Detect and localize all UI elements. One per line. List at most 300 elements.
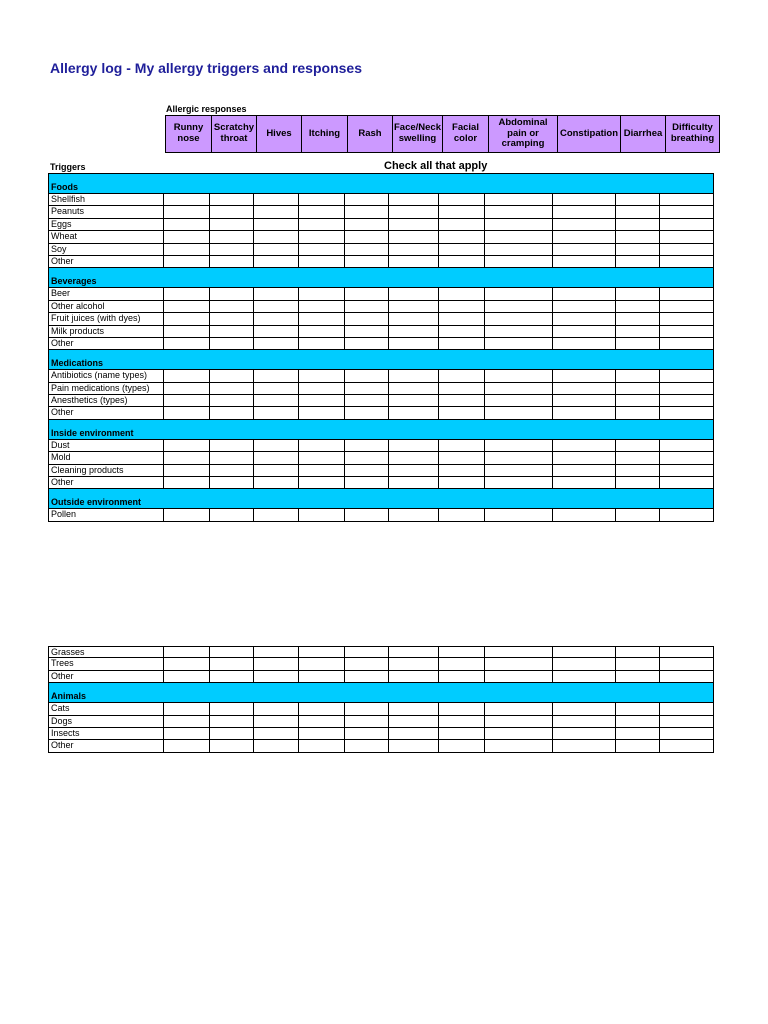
checkbox-cell[interactable] xyxy=(439,716,485,728)
checkbox-cell[interactable] xyxy=(389,301,439,313)
checkbox-cell[interactable] xyxy=(389,338,439,350)
checkbox-cell[interactable] xyxy=(164,716,210,728)
checkbox-cell[interactable] xyxy=(210,244,255,256)
checkbox-cell[interactable] xyxy=(616,326,661,338)
checkbox-cell[interactable] xyxy=(299,206,345,218)
checkbox-cell[interactable] xyxy=(210,716,255,728)
checkbox-cell[interactable] xyxy=(389,646,439,658)
checkbox-cell[interactable] xyxy=(345,256,390,268)
checkbox-cell[interactable] xyxy=(389,465,439,477)
checkbox-cell[interactable] xyxy=(553,407,616,419)
checkbox-cell[interactable] xyxy=(164,219,210,231)
checkbox-cell[interactable] xyxy=(299,338,345,350)
checkbox-cell[interactable] xyxy=(616,703,661,715)
checkbox-cell[interactable] xyxy=(210,370,255,382)
checkbox-cell[interactable] xyxy=(345,658,390,670)
checkbox-cell[interactable] xyxy=(254,440,299,452)
checkbox-cell[interactable] xyxy=(660,313,714,325)
checkbox-cell[interactable] xyxy=(553,646,616,658)
checkbox-cell[interactable] xyxy=(210,703,255,715)
checkbox-cell[interactable] xyxy=(345,646,390,658)
checkbox-cell[interactable] xyxy=(485,658,553,670)
checkbox-cell[interactable] xyxy=(616,477,661,489)
checkbox-cell[interactable] xyxy=(389,206,439,218)
checkbox-cell[interactable] xyxy=(553,301,616,313)
checkbox-cell[interactable] xyxy=(254,658,299,670)
checkbox-cell[interactable] xyxy=(485,703,553,715)
checkbox-cell[interactable] xyxy=(553,219,616,231)
checkbox-cell[interactable] xyxy=(439,465,485,477)
checkbox-cell[interactable] xyxy=(389,509,439,521)
checkbox-cell[interactable] xyxy=(389,383,439,395)
checkbox-cell[interactable] xyxy=(210,440,255,452)
checkbox-cell[interactable] xyxy=(660,219,714,231)
checkbox-cell[interactable] xyxy=(210,383,255,395)
checkbox-cell[interactable] xyxy=(616,716,661,728)
checkbox-cell[interactable] xyxy=(439,244,485,256)
checkbox-cell[interactable] xyxy=(553,206,616,218)
checkbox-cell[interactable] xyxy=(345,716,390,728)
checkbox-cell[interactable] xyxy=(439,395,485,407)
checkbox-cell[interactable] xyxy=(553,256,616,268)
checkbox-cell[interactable] xyxy=(660,716,714,728)
checkbox-cell[interactable] xyxy=(660,370,714,382)
checkbox-cell[interactable] xyxy=(299,671,345,683)
checkbox-cell[interactable] xyxy=(299,301,345,313)
checkbox-cell[interactable] xyxy=(553,231,616,243)
checkbox-cell[interactable] xyxy=(439,703,485,715)
checkbox-cell[interactable] xyxy=(616,313,661,325)
checkbox-cell[interactable] xyxy=(485,256,553,268)
checkbox-cell[interactable] xyxy=(485,728,553,740)
checkbox-cell[interactable] xyxy=(210,658,255,670)
checkbox-cell[interactable] xyxy=(164,395,210,407)
checkbox-cell[interactable] xyxy=(164,740,210,752)
checkbox-cell[interactable] xyxy=(485,465,553,477)
checkbox-cell[interactable] xyxy=(616,194,661,206)
checkbox-cell[interactable] xyxy=(660,338,714,350)
checkbox-cell[interactable] xyxy=(660,194,714,206)
checkbox-cell[interactable] xyxy=(164,301,210,313)
checkbox-cell[interactable] xyxy=(299,395,345,407)
checkbox-cell[interactable] xyxy=(210,313,255,325)
checkbox-cell[interactable] xyxy=(553,383,616,395)
checkbox-cell[interactable] xyxy=(345,301,390,313)
checkbox-cell[interactable] xyxy=(345,728,390,740)
checkbox-cell[interactable] xyxy=(299,740,345,752)
checkbox-cell[interactable] xyxy=(254,288,299,300)
checkbox-cell[interactable] xyxy=(660,407,714,419)
checkbox-cell[interactable] xyxy=(389,244,439,256)
checkbox-cell[interactable] xyxy=(210,231,255,243)
checkbox-cell[interactable] xyxy=(439,440,485,452)
checkbox-cell[interactable] xyxy=(345,703,390,715)
checkbox-cell[interactable] xyxy=(616,219,661,231)
checkbox-cell[interactable] xyxy=(439,301,485,313)
checkbox-cell[interactable] xyxy=(210,452,255,464)
checkbox-cell[interactable] xyxy=(164,646,210,658)
checkbox-cell[interactable] xyxy=(553,658,616,670)
checkbox-cell[interactable] xyxy=(485,301,553,313)
checkbox-cell[interactable] xyxy=(164,206,210,218)
checkbox-cell[interactable] xyxy=(210,740,255,752)
checkbox-cell[interactable] xyxy=(616,383,661,395)
checkbox-cell[interactable] xyxy=(210,728,255,740)
checkbox-cell[interactable] xyxy=(254,219,299,231)
checkbox-cell[interactable] xyxy=(254,338,299,350)
checkbox-cell[interactable] xyxy=(254,370,299,382)
checkbox-cell[interactable] xyxy=(439,477,485,489)
checkbox-cell[interactable] xyxy=(345,477,390,489)
checkbox-cell[interactable] xyxy=(660,452,714,464)
checkbox-cell[interactable] xyxy=(553,509,616,521)
checkbox-cell[interactable] xyxy=(345,219,390,231)
checkbox-cell[interactable] xyxy=(254,477,299,489)
checkbox-cell[interactable] xyxy=(299,452,345,464)
checkbox-cell[interactable] xyxy=(254,452,299,464)
checkbox-cell[interactable] xyxy=(439,313,485,325)
checkbox-cell[interactable] xyxy=(345,313,390,325)
checkbox-cell[interactable] xyxy=(389,395,439,407)
checkbox-cell[interactable] xyxy=(439,370,485,382)
checkbox-cell[interactable] xyxy=(485,219,553,231)
checkbox-cell[interactable] xyxy=(439,288,485,300)
checkbox-cell[interactable] xyxy=(210,395,255,407)
checkbox-cell[interactable] xyxy=(254,646,299,658)
checkbox-cell[interactable] xyxy=(660,465,714,477)
checkbox-cell[interactable] xyxy=(485,452,553,464)
checkbox-cell[interactable] xyxy=(553,313,616,325)
checkbox-cell[interactable] xyxy=(660,256,714,268)
checkbox-cell[interactable] xyxy=(389,440,439,452)
checkbox-cell[interactable] xyxy=(616,740,661,752)
checkbox-cell[interactable] xyxy=(345,338,390,350)
checkbox-cell[interactable] xyxy=(616,256,661,268)
checkbox-cell[interactable] xyxy=(389,288,439,300)
checkbox-cell[interactable] xyxy=(660,740,714,752)
checkbox-cell[interactable] xyxy=(254,740,299,752)
checkbox-cell[interactable] xyxy=(660,477,714,489)
checkbox-cell[interactable] xyxy=(210,326,255,338)
checkbox-cell[interactable] xyxy=(164,728,210,740)
checkbox-cell[interactable] xyxy=(299,465,345,477)
checkbox-cell[interactable] xyxy=(210,671,255,683)
checkbox-cell[interactable] xyxy=(660,231,714,243)
checkbox-cell[interactable] xyxy=(254,671,299,683)
checkbox-cell[interactable] xyxy=(660,288,714,300)
checkbox-cell[interactable] xyxy=(553,244,616,256)
checkbox-cell[interactable] xyxy=(616,395,661,407)
checkbox-cell[interactable] xyxy=(345,288,390,300)
checkbox-cell[interactable] xyxy=(616,671,661,683)
checkbox-cell[interactable] xyxy=(299,194,345,206)
checkbox-cell[interactable] xyxy=(616,244,661,256)
checkbox-cell[interactable] xyxy=(439,728,485,740)
checkbox-cell[interactable] xyxy=(485,509,553,521)
checkbox-cell[interactable] xyxy=(254,465,299,477)
checkbox-cell[interactable] xyxy=(439,383,485,395)
checkbox-cell[interactable] xyxy=(210,206,255,218)
checkbox-cell[interactable] xyxy=(299,313,345,325)
checkbox-cell[interactable] xyxy=(660,206,714,218)
checkbox-cell[interactable] xyxy=(254,194,299,206)
checkbox-cell[interactable] xyxy=(616,301,661,313)
checkbox-cell[interactable] xyxy=(485,338,553,350)
checkbox-cell[interactable] xyxy=(616,440,661,452)
checkbox-cell[interactable] xyxy=(485,671,553,683)
checkbox-cell[interactable] xyxy=(254,395,299,407)
checkbox-cell[interactable] xyxy=(254,244,299,256)
checkbox-cell[interactable] xyxy=(439,231,485,243)
checkbox-cell[interactable] xyxy=(345,740,390,752)
checkbox-cell[interactable] xyxy=(389,407,439,419)
checkbox-cell[interactable] xyxy=(660,326,714,338)
checkbox-cell[interactable] xyxy=(616,452,661,464)
checkbox-cell[interactable] xyxy=(299,646,345,658)
checkbox-cell[interactable] xyxy=(164,288,210,300)
checkbox-cell[interactable] xyxy=(345,452,390,464)
checkbox-cell[interactable] xyxy=(164,671,210,683)
checkbox-cell[interactable] xyxy=(299,219,345,231)
checkbox-cell[interactable] xyxy=(164,703,210,715)
checkbox-cell[interactable] xyxy=(254,326,299,338)
checkbox-cell[interactable] xyxy=(210,338,255,350)
checkbox-cell[interactable] xyxy=(660,703,714,715)
checkbox-cell[interactable] xyxy=(553,716,616,728)
checkbox-cell[interactable] xyxy=(389,728,439,740)
checkbox-cell[interactable] xyxy=(616,370,661,382)
checkbox-cell[interactable] xyxy=(616,288,661,300)
checkbox-cell[interactable] xyxy=(299,383,345,395)
checkbox-cell[interactable] xyxy=(164,313,210,325)
checkbox-cell[interactable] xyxy=(299,716,345,728)
checkbox-cell[interactable] xyxy=(485,244,553,256)
checkbox-cell[interactable] xyxy=(345,194,390,206)
checkbox-cell[interactable] xyxy=(164,658,210,670)
checkbox-cell[interactable] xyxy=(345,383,390,395)
checkbox-cell[interactable] xyxy=(660,509,714,521)
checkbox-cell[interactable] xyxy=(485,313,553,325)
trigger-label: Dust xyxy=(48,440,164,452)
checkbox-cell[interactable] xyxy=(164,509,210,521)
checkbox-cell[interactable] xyxy=(485,383,553,395)
checkbox-cell[interactable] xyxy=(299,231,345,243)
checkbox-cell[interactable] xyxy=(660,671,714,683)
checkbox-cell[interactable] xyxy=(164,477,210,489)
checkbox-cell[interactable] xyxy=(389,671,439,683)
checkbox-cell[interactable] xyxy=(345,395,390,407)
checkbox-cell[interactable] xyxy=(389,194,439,206)
checkbox-cell[interactable] xyxy=(389,658,439,670)
checkbox-cell[interactable] xyxy=(254,301,299,313)
checkbox-cell[interactable] xyxy=(485,740,553,752)
checkbox-cell[interactable] xyxy=(164,194,210,206)
checkbox-cell[interactable] xyxy=(299,477,345,489)
checkbox-cell[interactable] xyxy=(485,194,553,206)
checkbox-cell[interactable] xyxy=(616,509,661,521)
checkbox-cell[interactable] xyxy=(299,288,345,300)
checkbox-cell[interactable] xyxy=(254,407,299,419)
checkbox-cell[interactable] xyxy=(439,219,485,231)
checkbox-cell[interactable] xyxy=(553,477,616,489)
checkbox-cell[interactable] xyxy=(299,244,345,256)
checkbox-cell[interactable] xyxy=(299,728,345,740)
checkbox-cell[interactable] xyxy=(553,370,616,382)
checkbox-cell[interactable] xyxy=(164,383,210,395)
checkbox-cell[interactable] xyxy=(553,740,616,752)
checkbox-cell[interactable] xyxy=(485,407,553,419)
checkbox-cell[interactable] xyxy=(210,407,255,419)
checkbox-cell[interactable] xyxy=(299,509,345,521)
checkbox-cell[interactable] xyxy=(485,716,553,728)
checkbox-cell[interactable] xyxy=(616,338,661,350)
checkbox-cell[interactable] xyxy=(389,740,439,752)
checkbox-cell[interactable] xyxy=(485,326,553,338)
checkbox-cell[interactable] xyxy=(210,465,255,477)
trigger-label: Mold xyxy=(48,452,164,464)
checkbox-cell[interactable] xyxy=(299,440,345,452)
checkbox-cell[interactable] xyxy=(210,194,255,206)
checkbox-cell[interactable] xyxy=(485,231,553,243)
checkbox-cell[interactable] xyxy=(345,244,390,256)
checkbox-cell[interactable] xyxy=(254,256,299,268)
checkbox-cell[interactable] xyxy=(254,231,299,243)
checkbox-cell[interactable] xyxy=(485,206,553,218)
checkbox-cell[interactable] xyxy=(164,452,210,464)
checkbox-cell[interactable] xyxy=(553,194,616,206)
checkbox-cell[interactable] xyxy=(254,509,299,521)
checkbox-cell[interactable] xyxy=(389,219,439,231)
checkbox-cell[interactable] xyxy=(345,370,390,382)
checkbox-cell[interactable] xyxy=(553,288,616,300)
checkbox-cell[interactable] xyxy=(299,256,345,268)
checkbox-cell[interactable] xyxy=(439,452,485,464)
checkbox-cell[interactable] xyxy=(345,465,390,477)
checkbox-cell[interactable] xyxy=(389,703,439,715)
checkbox-cell[interactable] xyxy=(660,728,714,740)
checkbox-cell[interactable] xyxy=(553,465,616,477)
checkbox-cell[interactable] xyxy=(210,301,255,313)
checkbox-cell[interactable] xyxy=(439,671,485,683)
checkbox-cell[interactable] xyxy=(439,658,485,670)
checkbox-cell[interactable] xyxy=(485,370,553,382)
checkbox-cell[interactable] xyxy=(210,509,255,521)
checkbox-cell[interactable] xyxy=(660,244,714,256)
checkbox-cell[interactable] xyxy=(389,256,439,268)
checkbox-cell[interactable] xyxy=(660,301,714,313)
checkbox-cell[interactable] xyxy=(345,509,390,521)
checkbox-cell[interactable] xyxy=(254,728,299,740)
checkbox-cell[interactable] xyxy=(389,716,439,728)
checkbox-cell[interactable] xyxy=(299,658,345,670)
checkbox-cell[interactable] xyxy=(485,288,553,300)
checkbox-cell[interactable] xyxy=(553,728,616,740)
checkbox-cell[interactable] xyxy=(254,313,299,325)
checkbox-cell[interactable] xyxy=(210,288,255,300)
checkbox-cell[interactable] xyxy=(345,206,390,218)
checkbox-cell[interactable] xyxy=(439,326,485,338)
checkbox-cell[interactable] xyxy=(164,326,210,338)
checkbox-cell[interactable] xyxy=(439,646,485,658)
checkbox-cell[interactable] xyxy=(553,671,616,683)
checkbox-cell[interactable] xyxy=(389,477,439,489)
checkbox-cell[interactable] xyxy=(345,671,390,683)
checkbox-cell[interactable] xyxy=(553,338,616,350)
checkbox-cell[interactable] xyxy=(164,231,210,243)
checkbox-cell[interactable] xyxy=(389,313,439,325)
checkbox-cell[interactable] xyxy=(210,219,255,231)
checkbox-cell[interactable] xyxy=(553,395,616,407)
checkbox-cell[interactable] xyxy=(616,206,661,218)
checkbox-cell[interactable] xyxy=(345,440,390,452)
table-row xyxy=(48,646,714,658)
checkbox-cell[interactable] xyxy=(439,338,485,350)
checkbox-cell[interactable] xyxy=(254,703,299,715)
checkbox-cell[interactable] xyxy=(485,395,553,407)
checkbox-cell[interactable] xyxy=(345,407,390,419)
checkbox-cell[interactable] xyxy=(210,477,255,489)
checkbox-cell[interactable] xyxy=(164,244,210,256)
checkbox-cell[interactable] xyxy=(616,465,661,477)
checkbox-cell[interactable] xyxy=(164,440,210,452)
checkbox-cell[interactable] xyxy=(299,370,345,382)
checkbox-cell[interactable] xyxy=(439,206,485,218)
checkbox-cell[interactable] xyxy=(660,383,714,395)
checkbox-cell[interactable] xyxy=(439,194,485,206)
checkbox-cell[interactable] xyxy=(210,646,255,658)
checkbox-cell[interactable] xyxy=(485,440,553,452)
checkbox-cell[interactable] xyxy=(389,452,439,464)
checkbox-cell[interactable] xyxy=(616,231,661,243)
checkbox-cell[interactable] xyxy=(660,658,714,670)
checkbox-cell[interactable] xyxy=(660,395,714,407)
checkbox-cell[interactable] xyxy=(299,703,345,715)
checkbox-cell[interactable] xyxy=(389,231,439,243)
checkbox-cell[interactable] xyxy=(660,646,714,658)
checkbox-cell[interactable] xyxy=(389,370,439,382)
checkbox-cell[interactable] xyxy=(254,383,299,395)
checkbox-cell[interactable] xyxy=(254,716,299,728)
checkbox-cell[interactable] xyxy=(254,206,299,218)
checkbox-cell[interactable] xyxy=(553,326,616,338)
checkbox-cell[interactable] xyxy=(485,477,553,489)
checkbox-cell[interactable] xyxy=(164,465,210,477)
checkbox-cell[interactable] xyxy=(210,256,255,268)
checkbox-cell[interactable] xyxy=(164,256,210,268)
checkbox-cell[interactable] xyxy=(164,338,210,350)
checkbox-cell[interactable] xyxy=(439,407,485,419)
checkbox-cell[interactable] xyxy=(164,370,210,382)
checkbox-cell[interactable] xyxy=(345,326,390,338)
checkbox-cell[interactable] xyxy=(389,326,439,338)
checkbox-cell[interactable] xyxy=(299,407,345,419)
checkbox-cell[interactable] xyxy=(439,740,485,752)
checkbox-cell[interactable] xyxy=(299,326,345,338)
checkbox-cell[interactable] xyxy=(616,646,661,658)
checkbox-cell[interactable] xyxy=(553,440,616,452)
checkbox-cell[interactable] xyxy=(553,703,616,715)
checkbox-cell[interactable] xyxy=(439,509,485,521)
checkbox-cell[interactable] xyxy=(660,440,714,452)
checkbox-cell[interactable] xyxy=(345,231,390,243)
checkbox-cell[interactable] xyxy=(439,256,485,268)
checkbox-cell[interactable] xyxy=(485,646,553,658)
checkbox-cell[interactable] xyxy=(616,728,661,740)
checkbox-cell[interactable] xyxy=(616,407,661,419)
checkbox-cell[interactable] xyxy=(553,452,616,464)
checkbox-cell[interactable] xyxy=(616,658,661,670)
checkbox-cell[interactable] xyxy=(164,407,210,419)
